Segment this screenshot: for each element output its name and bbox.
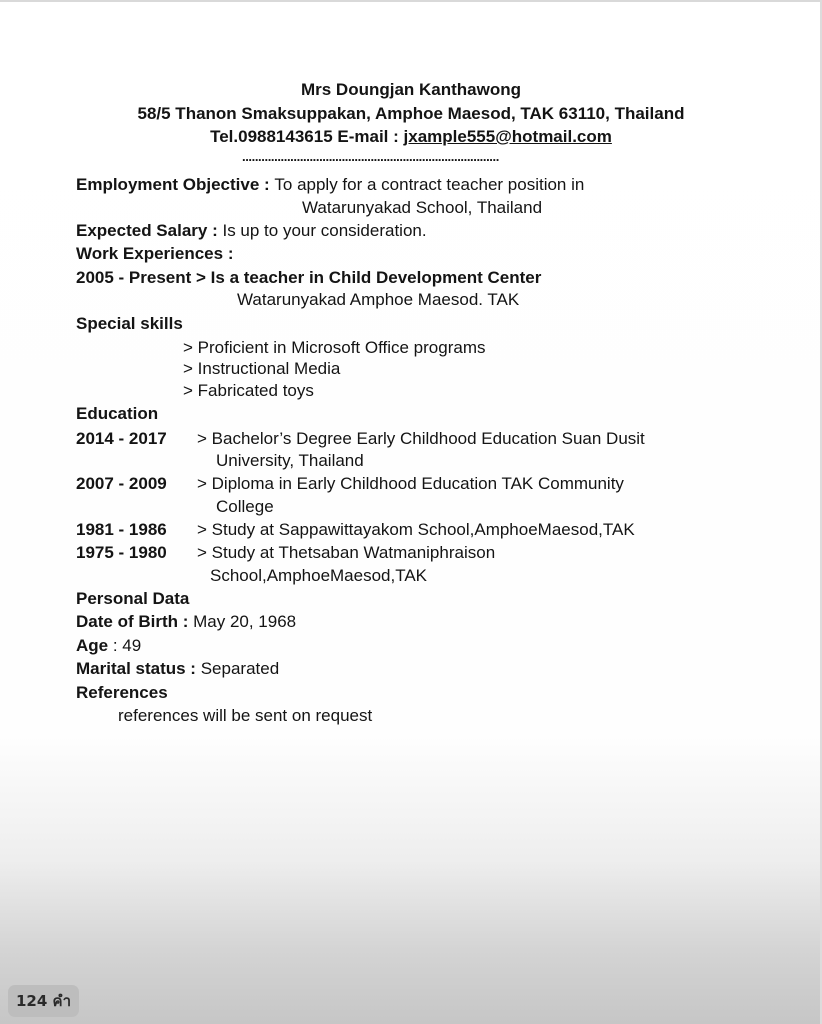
skill-item: > Instructional Media	[183, 359, 341, 378]
email-link[interactable]: jxample555@hotmail.com	[403, 127, 612, 146]
marital-value: Separated	[200, 659, 280, 678]
education-years: 2014 - 2017	[76, 429, 167, 448]
marital-line	[76, 659, 279, 679]
objective-line-2: Watarunyakad School, Thailand	[302, 198, 543, 217]
dob-line	[76, 612, 296, 632]
tel-label: Tel.0988143615 E-mail :	[210, 127, 404, 146]
word-count-badge[interactable]: 124 คำ	[8, 985, 79, 1017]
work-heading: Work Experiences :	[76, 244, 234, 263]
education-years: 1981 - 1986	[76, 520, 167, 539]
education-heading: Education	[76, 404, 159, 423]
salary-line	[76, 221, 427, 241]
education-line: > Study at Sappawittayakom School,AmphoeMaesod,TAK	[197, 520, 635, 539]
skills-heading: Special skills	[76, 314, 183, 333]
education-line: University, Thailand	[216, 451, 364, 470]
age-label: Age	[76, 636, 109, 655]
dotted-separator: ................................................................................	[242, 149, 499, 164]
education-line: > Study at Thetsaban Watmaniphraison	[197, 543, 496, 562]
education-line: College	[216, 497, 274, 516]
work-period: 2005 - Present	[76, 268, 192, 287]
salary-label: Expected Salary :	[76, 221, 223, 240]
work-line-1: > Is a teacher in Child Development Center	[191, 268, 542, 287]
top-border	[0, 0, 822, 2]
work-entry	[76, 268, 541, 288]
dob-label: Date of Birth :	[76, 612, 194, 631]
salary-value: Is up to your consideration.	[222, 221, 427, 240]
skill-item: > Fabricated toys	[183, 381, 314, 400]
age-value: : 49	[108, 636, 142, 655]
education-line: > Bachelor’s Degree Early Childhood Education Suan Dusit	[197, 429, 645, 448]
age-line	[76, 636, 141, 656]
marital-label: Marital status :	[76, 659, 201, 678]
references-heading: References	[76, 683, 168, 702]
education-years: 1975 - 1980	[76, 543, 167, 562]
resume-name: Mrs Doungjan Kanthawong	[300, 80, 522, 99]
resume-address: 58/5 Thanon Smaksuppakan, Amphoe Maesod, TAK 63110, Thailand	[137, 104, 685, 123]
resume-contact	[0, 127, 822, 147]
references-text: references will be sent on request	[118, 706, 373, 725]
objective-label: Employment Objective :	[76, 175, 275, 194]
skill-item: > Proficient in Microsoft Office programs	[183, 338, 486, 357]
education-years: 2007 - 2009	[76, 474, 167, 493]
education-line: School,AmphoeMaesod,TAK	[210, 566, 428, 585]
objective-line	[76, 175, 584, 195]
education-line: > Diploma in Early Childhood Education TAK Community	[197, 474, 624, 493]
objective-text: To apply for a contract teacher position in	[274, 175, 585, 194]
work-line-2: Watarunyakad Amphoe Maesod. TAK	[237, 290, 520, 309]
dob-value: May 20, 1968	[193, 612, 297, 631]
personal-heading: Personal Data	[76, 589, 190, 608]
